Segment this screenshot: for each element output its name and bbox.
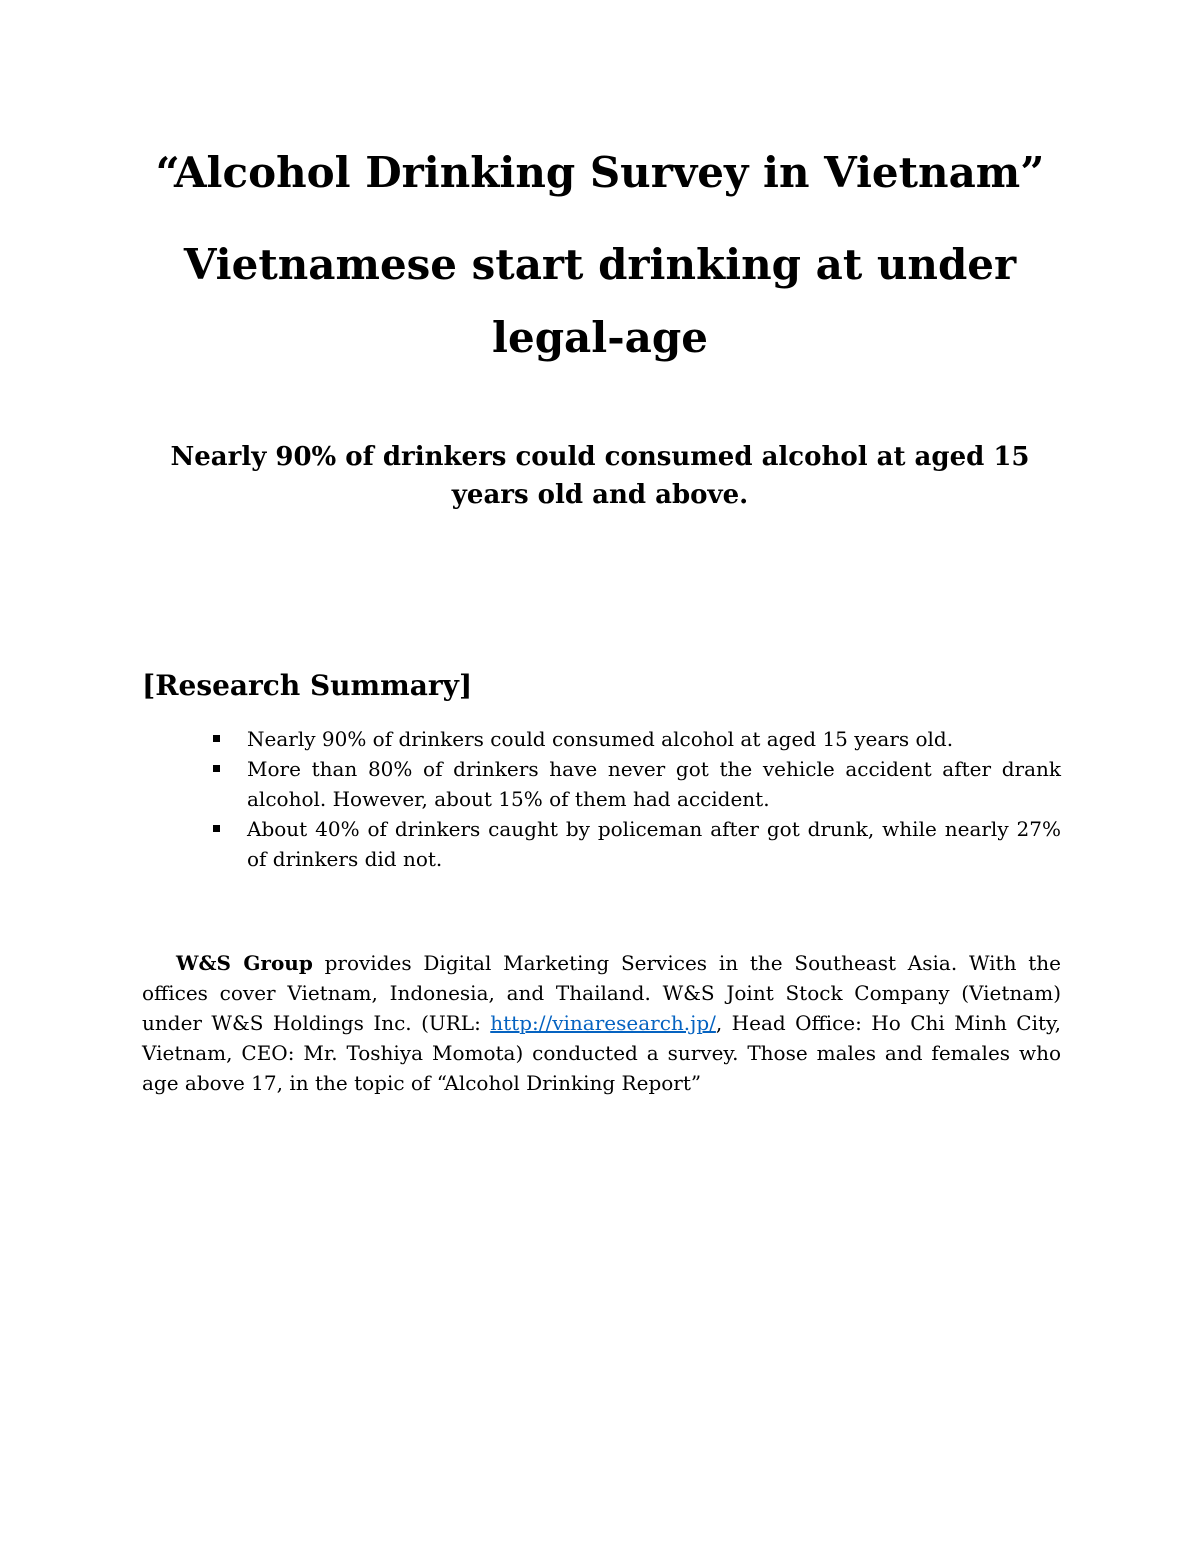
vinaresearch-link[interactable]: http://vinaresearch.jp/ <box>490 1011 716 1035</box>
company-description-text: provides Digital Marketing Services in the Southeast Asia. With the offices cover Vietnam, Indonesia, and Thailand. W&S Joint Stock Company (Vietnam) under W&S Holdings Inc. (URL: <box>142 951 1062 1035</box>
headline: Vietnamese start drinking at under legal-age <box>183 240 1017 362</box>
subheadline: Nearly 90% of drinkers could consumed alcohol at aged 15 years old and above. <box>170 442 1030 510</box>
research-summary-list <box>205 724 1061 874</box>
square-bullet-icon <box>213 765 220 772</box>
company-description-paragraph <box>142 948 1061 1098</box>
summary-item <box>205 814 1061 874</box>
summary-item-text: About 40% of drinkers caught by policeman after got drunk, while nearly 27% of drinkers did not. <box>247 817 1061 871</box>
summary-item <box>205 724 1061 754</box>
square-bullet-icon <box>213 825 220 832</box>
research-summary-heading: [Research Summary] <box>142 669 473 702</box>
summary-item-text: More than 80% of drinkers have never got the vehicle accident after drank alcohol. However, about 15% of them had accident. <box>247 757 1061 811</box>
company-description-text-continued: , Head Office: Ho Chi Minh City, Vietnam, CEO: Mr. Toshiya Momota) conducted a survey. Those males and females who age above 17, in the topic of “Alcohol Drinking Report” <box>142 1011 1062 1095</box>
summary-item <box>205 754 1061 814</box>
square-bullet-icon <box>213 735 220 742</box>
document-title: “Alcohol Drinking Survey in Vietnam” <box>155 148 1045 197</box>
summary-item-text: Nearly 90% of drinkers could consumed alcohol at aged 15 years old. <box>247 727 954 751</box>
company-name: W&S Group <box>176 951 313 975</box>
